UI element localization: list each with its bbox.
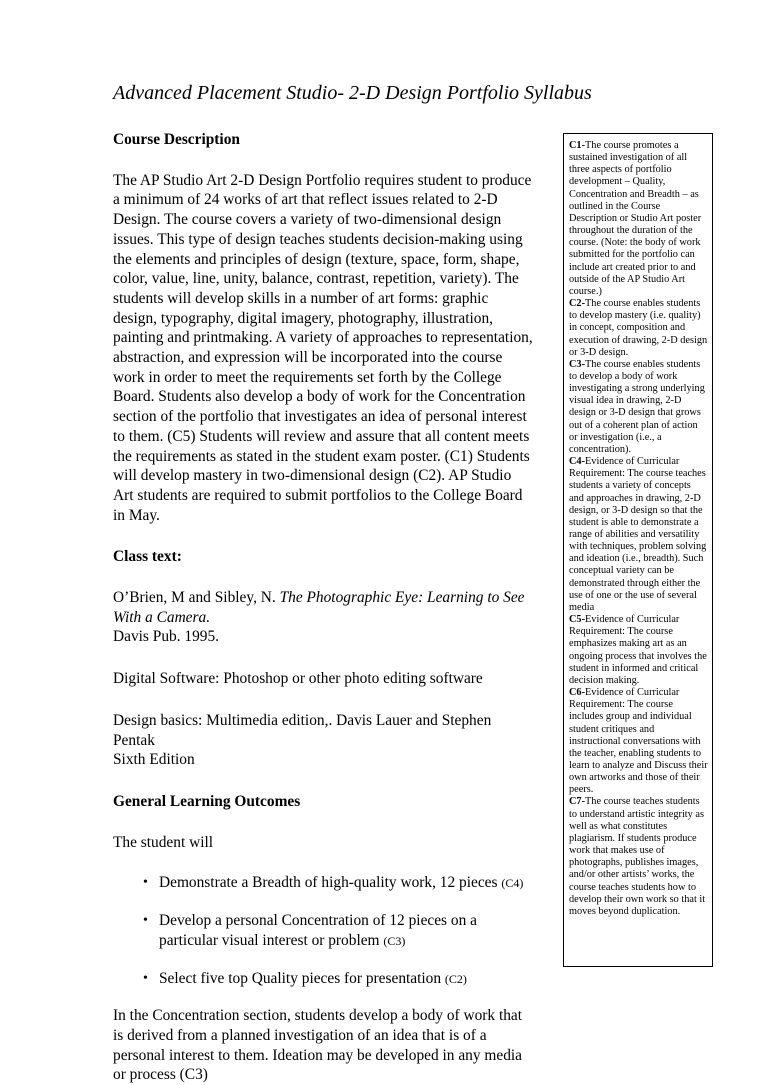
requirement-text: Evidence of Curricular Requirement: The course teaches students a variety of concepts and approaches in drawing, 2-D design, or 3-D design so that the student is able to demonstrate a range of abilities and versatility with techniques, problem solving and ideation (i.e., breadth). Such conceptual variety can be demonstrated through either the use of one or the use of several media (569, 456, 707, 613)
book2-line2: Sixth Edition (113, 751, 195, 769)
sidebar-item-c6 (569, 687, 708, 796)
requirement-code: C4- (569, 456, 586, 468)
requirement-text: Evidence of Curricular Requirement: The course emphasizes making art as an ongoing process that involves the student in informed and critical decision making. (569, 614, 707, 686)
requirement-text: The course enables students to develop a body of work investigating a strong underlying visual idea in drawing, 2-D design or 3-D design that grows out of a coherent plan of action or investigation (i.e., a concentration). (569, 358, 705, 455)
bullet-icon: • (143, 913, 148, 929)
sidebar-item-c5 (569, 614, 708, 687)
book2-line1: Design basics: Multimedia edition,. Davis Lauer and Stephen Pentak (113, 711, 492, 749)
sidebar-item-c2 (569, 298, 708, 359)
bullet-icon: • (143, 875, 148, 891)
requirement-code: C2- (569, 298, 586, 310)
page-title: Advanced Placement Studio- 2-D Design Portfolio Syllabus (113, 82, 592, 104)
book1-publisher: Davis Pub. 1995. (113, 628, 220, 646)
list-item (113, 873, 533, 894)
sidebar-item-c7 (569, 796, 708, 918)
outcome-code: (C3) (383, 933, 406, 948)
outcome-text: Demonstrate a Breadth of high-quality work, 12 pieces (159, 874, 502, 892)
book1-authors: O’Brien, M and Sibley, N. (113, 589, 280, 607)
requirement-code: C7- (569, 796, 586, 808)
requirement-code: C1- (569, 140, 586, 151)
concentration-paragraph: In the Concentration section, students develop a body of work that is derived from a planned investigation of an idea that is of a personal interest to them. Ideation may be developed in any media or process (C3) (113, 1007, 523, 1084)
class-text-heading: Class text: (113, 548, 182, 566)
requirement-text: Evidence of Curricular Requirement: The course includes group and individual student critiques and instructional conversations with the teacher, enabling students to learn to analyze and Discuss their own artworks and those of their peers. (569, 687, 708, 796)
main-content (113, 130, 533, 1085)
outcome-text: Develop a personal Concentration of 12 pieces on a particular visual interest or problem (159, 912, 477, 949)
list-item (113, 911, 533, 951)
sidebar-item-c4 (569, 456, 708, 614)
outcomes-list (113, 873, 533, 989)
requirement-text: The course enables students to develop mastery (i.e. quality) in concept, composition and execution of drawing, 2-D design or 3-D design. (569, 298, 708, 358)
sidebar-item-c1 (569, 140, 708, 298)
requirement-text: The course teaches students to understand artistic integrity as well as what constitutes plagiarism. If students produce work that makes use of photographs, publishes images, and/or other artists’ works, the course teaches students how to develop their own work so that it moves beyond duplication. (569, 796, 706, 917)
requirement-text: The course promotes a sustained investigation of all three aspects of portfolio development – Quality, Concentration and Breadth – as outlined in the Course Description or Studio Art poster throughout the duration of the course. (Note: the body of work submitted for the portfolio can include art created prior to and outside of the AP Studio Art course.) (569, 140, 702, 297)
outcomes-intro: The student will (113, 833, 214, 851)
requirement-code: C5- (569, 614, 586, 626)
course-description-paragraph: The AP Studio Art 2-D Design Portfolio requires student to produce a minimum of 24 works of art that reflect issues related to 2-D Design. The course covers a variety of two-dimensional design issues. This type of design teaches students decision-making using the elements and principles of design (texture, space, form, shape, color, value, line, unity, balance, contrast, repetition, variety). The students will develop skills in a number of art forms: graphic design, typography, digital imagery, photography, illustration, painting and printmaking. A variety of approaches to representation, abstraction, and expression will be incorporated into the course work in order to meet the requirements set forth by the College Board. Students also develop a body of work for the Concentration section of the portfolio that investigates an idea of personal interest to them. (C5) Students will review and assure that all content meets the requirements as stated in the student exam poster. (C1) Students will develop mastery in two-dimensional design (C2). AP Studio Art students are required to submit portfolios to the College Board in May. (113, 171, 533, 524)
curricular-requirements-sidebar (563, 133, 713, 967)
sidebar-item-c3 (569, 359, 708, 456)
book1-citation (113, 588, 533, 627)
outcome-text: Select five top Quality pieces for presentation (159, 969, 445, 987)
list-item (113, 969, 533, 990)
outcome-code: (C2) (444, 971, 467, 986)
requirement-code: C3- (569, 358, 586, 370)
bullet-icon: • (143, 970, 148, 986)
outcome-code: (C4) (501, 876, 524, 891)
software-line: Digital Software: Photoshop or other photo editing software (113, 670, 483, 688)
course-description-heading: Course Description (113, 131, 240, 148)
outcomes-heading: General Learning Outcomes (113, 792, 301, 810)
book1-title: The Photographic Eye: Learning to See With a Camera. (113, 589, 525, 626)
requirement-code: C6- (569, 687, 586, 699)
